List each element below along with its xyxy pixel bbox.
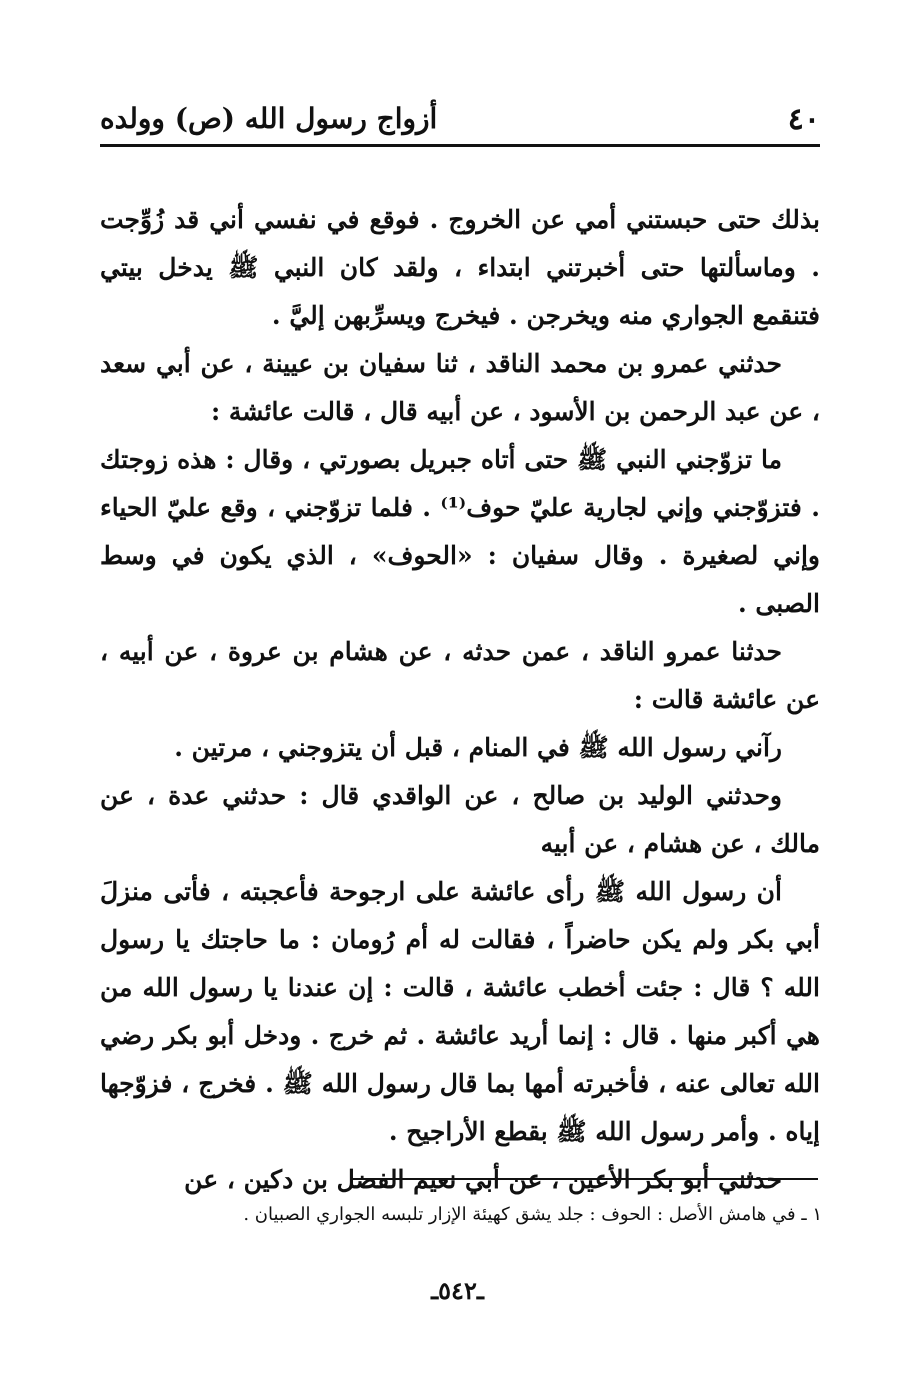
paragraph-5: رآني رسول الله ﷺ في المنام ، قبل أن يتزوجني ، مرتين . — [174, 733, 782, 762]
header-page-number: ٤٠ — [787, 102, 820, 137]
body-text — [100, 196, 820, 1204]
paragraph-8: حدثني أبو بكر الأعين ، عن أبي نعيم الفضل بن دكين ، عن — [184, 1165, 782, 1194]
paragraph-2: حدثني عمرو بن محمد الناقد ، ثنا سفيان بن عيينة ، عن أبي سعد ، عن عبد الرحمن بن الأسود ، عن أبيه قال ، قالت عائشة : — [100, 349, 820, 426]
footnote-rule — [350, 1178, 818, 1180]
page-footer-number: ـ٥٤٢ـ — [431, 1276, 484, 1305]
paragraph-1: بذلك حتى حبستني أمي عن الخروج . فوقع في نفسي أني قد زُوِّجت . وماسألتها حتى أخبرتني ابتداء ، ولقد كان النبي ﷺ يدخل بيتي فتنقمع الجواري منه ويخرجن . فيخرج ويسرِّبهن إليَّ . — [100, 205, 820, 330]
paragraph-4: حدثنا عمرو الناقد ، عمن حدثه ، عن هشام بن عروة ، عن أبيه ، عن عائشة قالت : — [100, 637, 820, 714]
header-rule — [100, 144, 820, 147]
paragraph-6: وحدثني الوليد بن صالح ، عن الواقدي قال : حدثني عدة ، عن مالك ، عن هشام ، عن أبيه — [100, 781, 820, 858]
paragraph-3: ما تزوّجني النبي ﷺ حتى أتاه جبريل بصورتي ، وقال : هذه زوجتك . فتزوّجني وإني لجارية عليّ حوف⁽¹⁾ . فلما تزوّجني ، وقع عليّ الحياء وإني لصغيرة . وقال سفيان : «الحوف» ، الذي يكون في وسط الصبى . — [100, 445, 820, 618]
paragraph-7: أن رسول الله ﷺ رأى عائشة على ارجوحة فأعجبته ، فأتى منزلَ أبي بكر ولم يكن حاضراً ، فقالت له أم رُومان : ما حاجتك يا رسول الله ؟ قال : جئت أخطب عائشة ، قالت : إن عندنا يا رسول الله من هي أكبر منها . قال : إنما أريد عائشة . ثم خرج . ودخل أبو بكر رضي الله تعالى عنه ، فأخبرته أمها بما قال رسول الله ﷺ . فخرج ، فزوّجها إياه . وأمر رسول الله ﷺ بقطع الأراجيح . — [100, 877, 820, 1146]
header-title: أزواج رسول الله (ص) وولده — [100, 102, 438, 135]
footnote: ١ ـ في هامش الأصل : الحوف : جلد يشق كهيئة الإزار تلبسه الجواري الصبيان . — [243, 1204, 822, 1225]
running-header — [100, 100, 820, 140]
